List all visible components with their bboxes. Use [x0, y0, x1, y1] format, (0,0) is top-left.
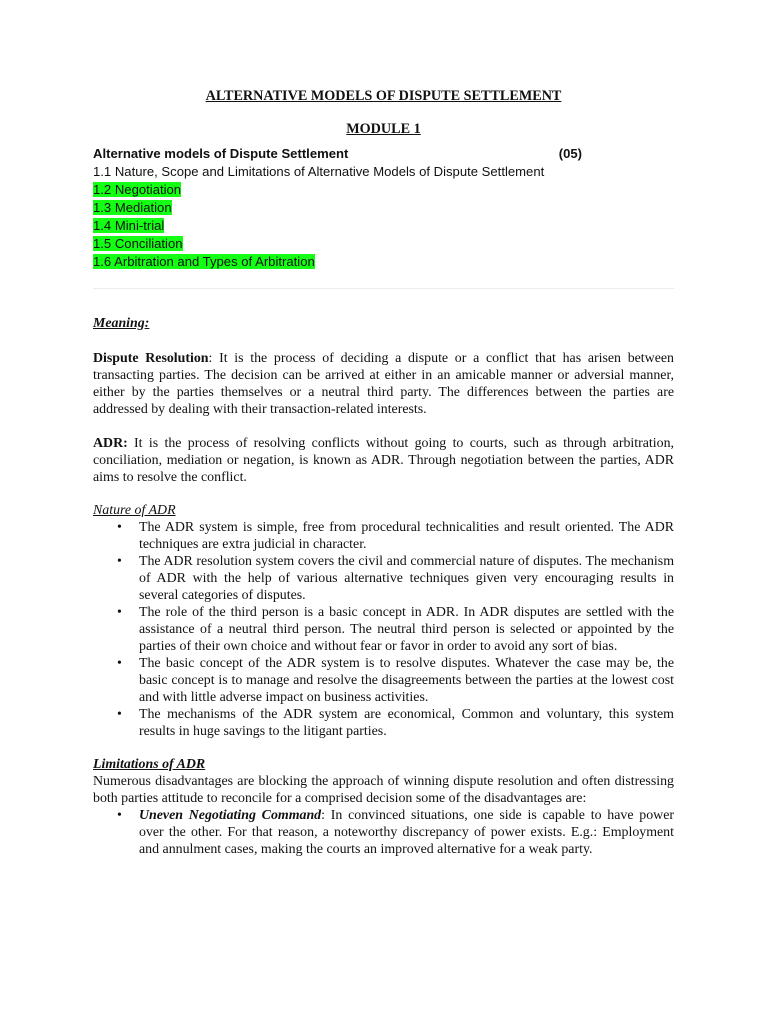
document-title: ALTERNATIVE MODELS OF DISPUTE SETTLEMENT — [205, 88, 562, 104]
syllabus-block — [93, 145, 674, 271]
list-item: • The basic concept of the ADR system is to resolve disputes. Whatever the case may be, the basic concept is to manage and resolve the disagreements between the parties at the lowest cost and with little adverse impact on business activities. — [93, 655, 674, 706]
highlighted-text: 1.3 Mediation — [93, 200, 172, 215]
limitations-list — [93, 807, 674, 858]
syllabus-item — [93, 199, 674, 217]
section-divider — [93, 288, 674, 289]
syllabus-item — [93, 235, 674, 253]
syllabus-item — [93, 181, 674, 199]
list-item: • The mechanisms of the ADR system are economical, Common and voluntary, this system results in huge savings to the litigant parties. — [93, 706, 674, 740]
adr-paragraph — [93, 435, 674, 486]
syllabus-item — [93, 253, 674, 271]
meaning-heading: Meaning: — [93, 316, 150, 331]
limitation-term: Uneven Negotiating Command — [139, 808, 322, 823]
highlighted-text: 1.4 Mini-trial — [93, 218, 165, 233]
list-item: • The role of the third person is a basic concept in ADR. In ADR disputes are settled with the assistance of a neutral third person. The neutral third person is selected or appointed by the parties of their own choice and without fear or favor in order to avoid any sort of bias. — [93, 604, 674, 655]
syllabus-heading: Alternative models of Dispute Settlement — [93, 146, 349, 161]
syllabus-heading-row — [93, 145, 674, 163]
limitation-text: : In convinced situations, one side is capable to have power over the other. For that reason, a noteworthy discrepancy of power exists. E.g.: Employment and annulment cases, making the courts an improved alternative for a weak party. — [139, 808, 675, 857]
document-content — [93, 86, 674, 858]
list-item: • The ADR system is simple, free from procedural technicalities and result oriented. The ADR techniques are extra judicial in character. — [93, 519, 674, 553]
highlighted-text: 1.5 Conciliation — [93, 236, 183, 251]
dispute-resolution-paragraph — [93, 350, 674, 418]
dispute-resolution-text: : It is the process of deciding a dispute or a conflict that has arisen between transacting parties. The decision can be arrived at either in an amicable manner or adversial manner, either by the parties themselves or a neutral third party. The differences between the parties are addressed by dealing with their transaction-related interests. — [93, 351, 674, 417]
adr-text: It is the process of resolving conflicts without going to courts, such as through arbitration, conciliation, mediation or negation, is known as ADR. Through negotiation between the parties, ADR aims to resolve the conflict. — [93, 436, 674, 485]
nature-list — [93, 519, 674, 740]
highlighted-text: 1.6 Arbitration and Types of Arbitration — [93, 254, 315, 269]
nature-heading: Nature of ADR — [93, 503, 176, 518]
syllabus-hours: (05) — [558, 146, 582, 161]
adr-term: ADR: — [93, 436, 128, 451]
syllabus-item — [93, 217, 674, 235]
module-title: MODULE 1 — [346, 121, 421, 137]
syllabus-item: 1.1 Nature, Scope and Limitations of Alternative Models of Dispute Settlement — [93, 164, 545, 179]
highlighted-text: 1.2 Negotiation — [93, 182, 182, 197]
dispute-resolution-term: Dispute Resolution — [93, 351, 209, 366]
list-item: • The ADR resolution system covers the civil and commercial nature of disputes. The mechanism of ADR with the help of various alternative techniques given very encouraging results in several categories of disputes. — [93, 553, 674, 604]
list-item — [93, 807, 674, 858]
limitations-heading: Limitations of ADR — [93, 757, 206, 772]
limitations-intro: Numerous disadvantages are blocking the approach of winning dispute resolution and often distressing both parties attitude to reconcile for a comprised decision some of the disadvantages are: — [93, 774, 674, 806]
